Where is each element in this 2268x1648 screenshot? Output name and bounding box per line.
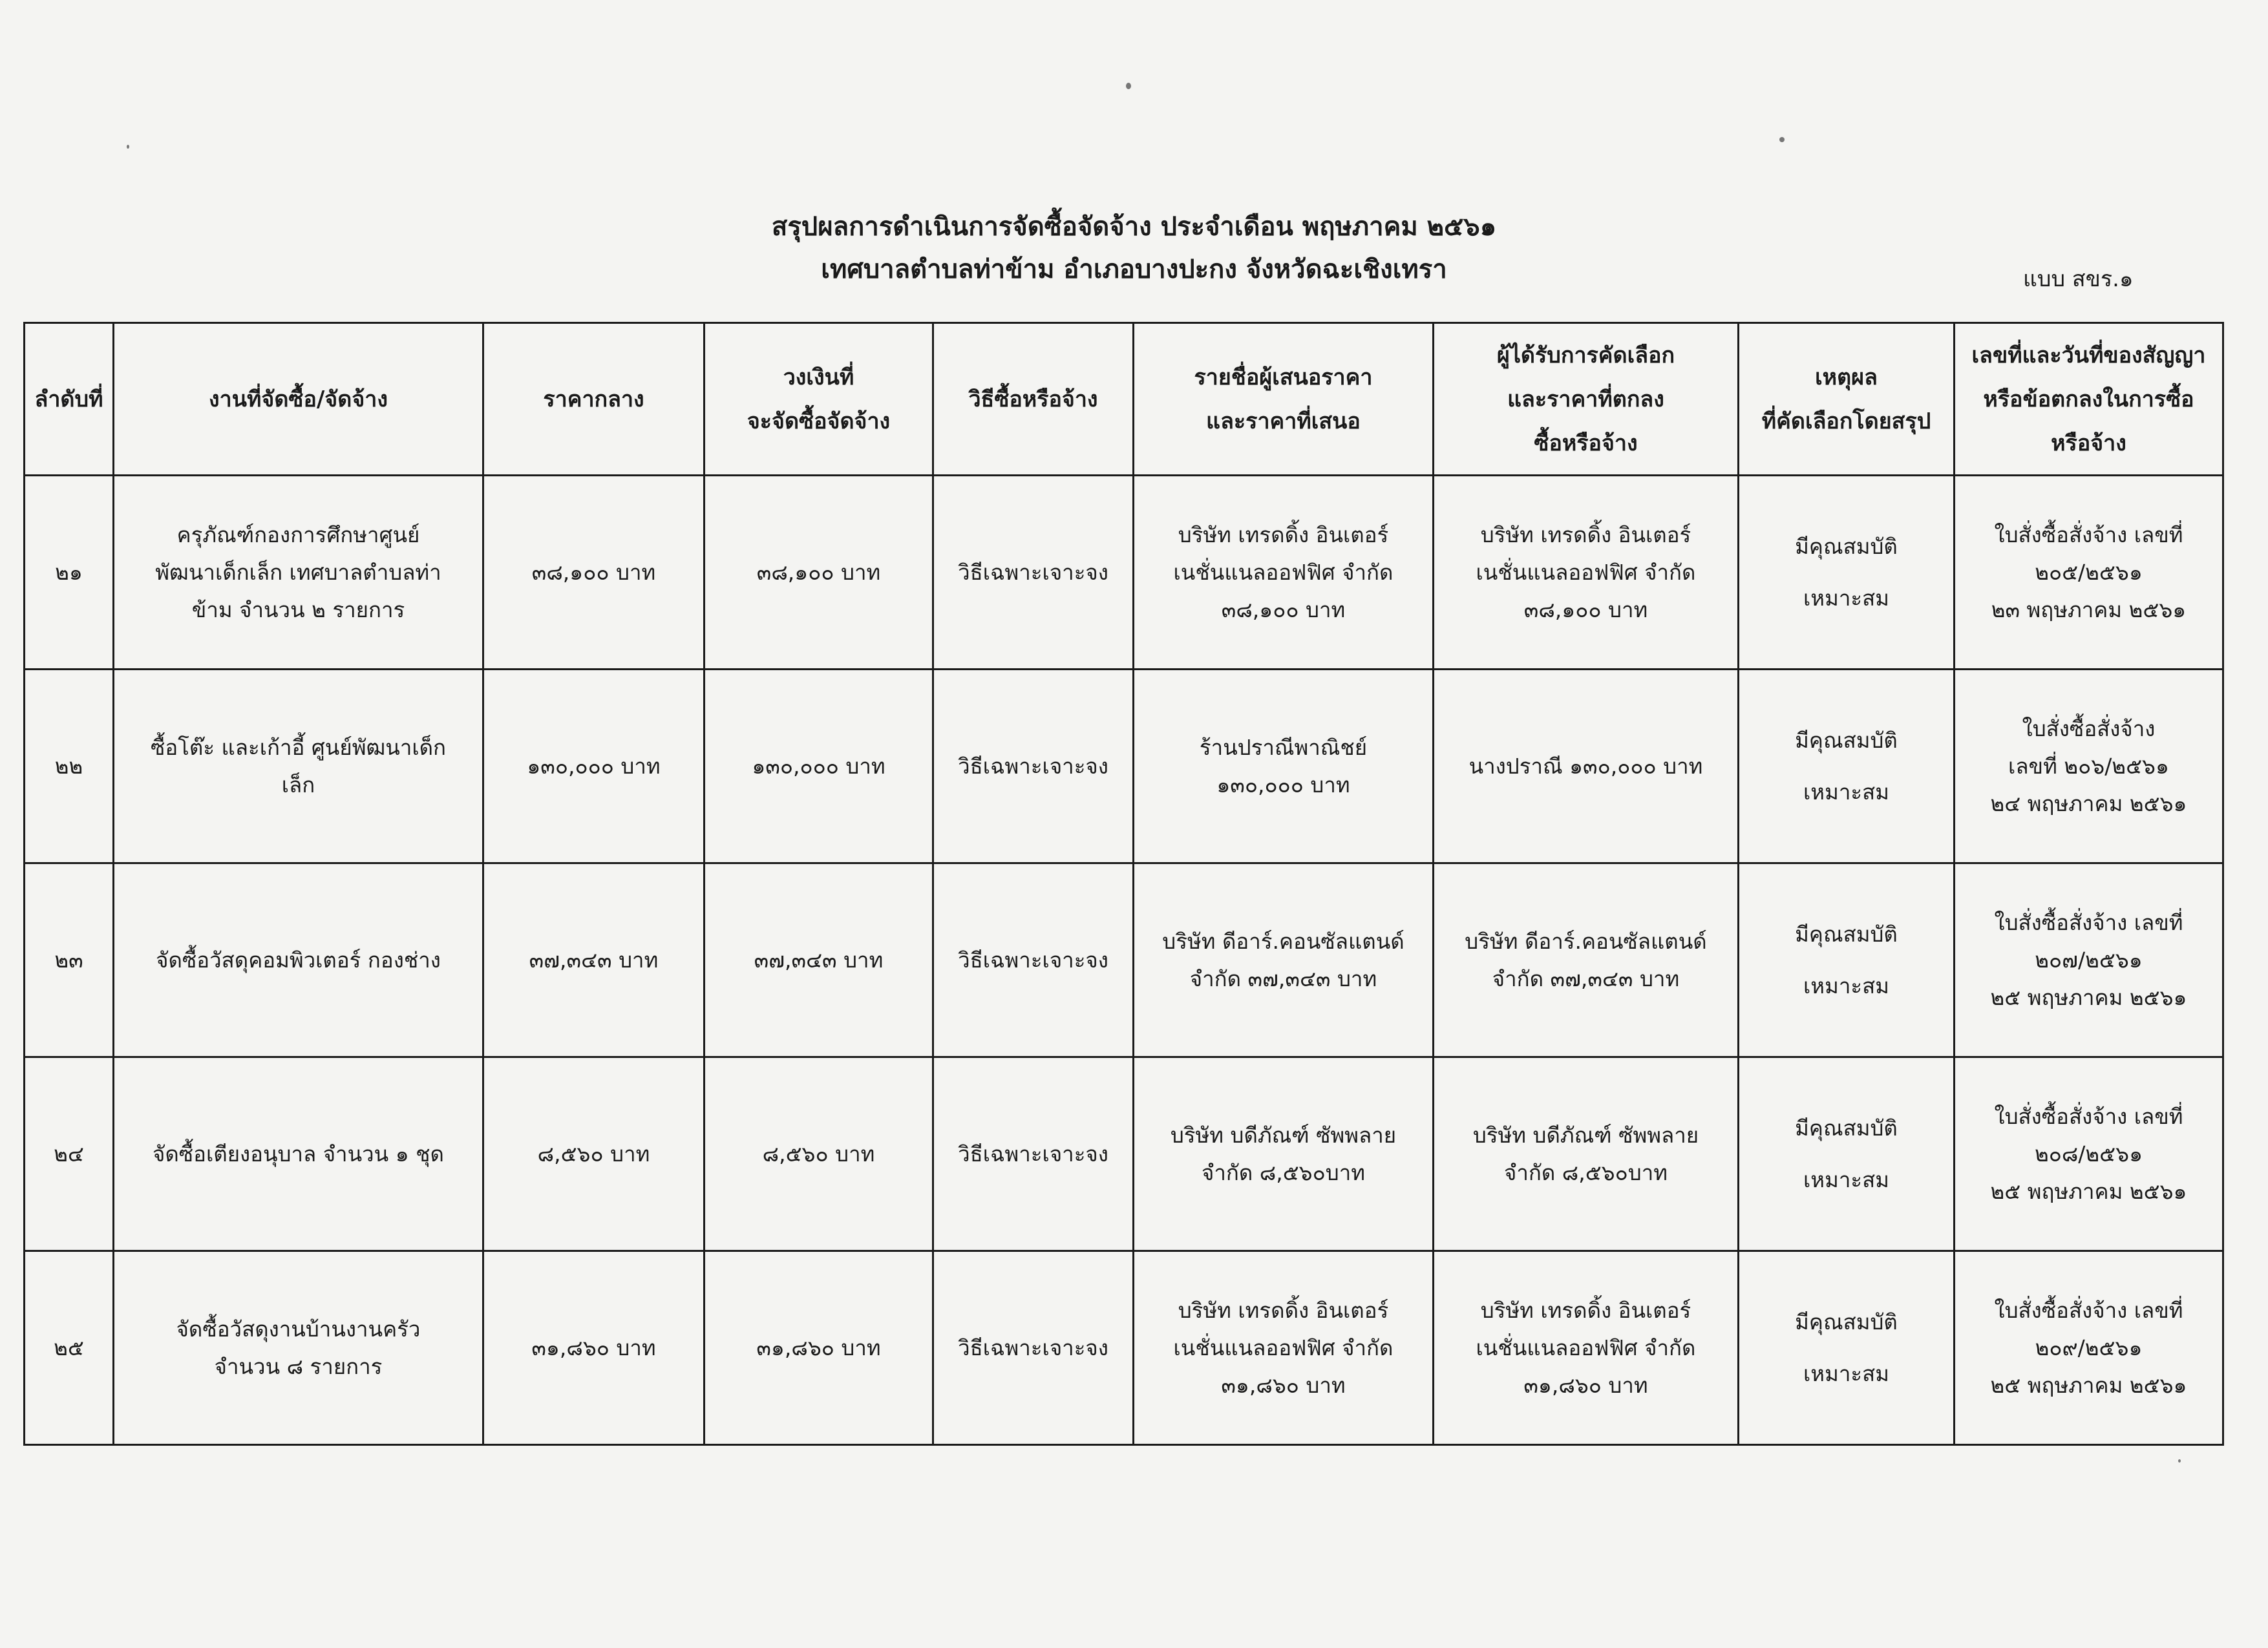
reason-cell: [1739, 863, 1955, 1057]
cell-line: ๒๐๙/๒๕๖๑: [2035, 1335, 2143, 1360]
method-cell: วิธีเฉพาะเจาะจง: [933, 670, 1134, 863]
selected-vendor-cell: [1434, 863, 1739, 1057]
bidders-cell: [1134, 863, 1434, 1057]
cell-line: เหมาะสม: [1803, 779, 1889, 805]
work-item-cell: [114, 670, 483, 863]
budget-cell: ๓๗,๓๔๓ บาท: [705, 863, 933, 1057]
cell-line: ๒๓ พฤษภาคม ๒๕๖๑: [1991, 597, 2187, 622]
cell-line: ๒๐๕/๒๕๖๑: [2035, 559, 2143, 585]
selected-vendor-cell: [1434, 476, 1739, 670]
column-header-line: เลขที่และวันที่ของสัญญา: [1971, 342, 2206, 368]
cell-line: บริษัท เทรดดิ้ง อินเตอร์: [1178, 1297, 1389, 1323]
budget-cell: ๓๘,๑๐๐ บาท: [705, 476, 933, 670]
column-header-line: งานที่จัดซื้อ/จัดจ้าง: [209, 386, 388, 412]
scan-speck: [127, 145, 129, 149]
cell-line: บริษัท บดีภัณฑ์ ซัพพลาย: [1170, 1122, 1397, 1148]
median-price-cell: ๓๑,๘๖๐ บาท: [483, 1251, 705, 1445]
cell-line: จำกัด ๓๗,๓๔๓ บาท: [1492, 966, 1680, 991]
cell-line: มีคุณสมบัติ: [1795, 1309, 1898, 1335]
table-row: [25, 1251, 2223, 1445]
column-header-bidders: [1134, 323, 1434, 476]
method-cell: วิธีเฉพาะเจาะจง: [933, 1251, 1134, 1445]
median-price-cell: ๘,๕๖๐ บาท: [483, 1057, 705, 1251]
work-item-cell: [114, 476, 483, 670]
cell-line: มีคุณสมบัติ: [1795, 1115, 1898, 1141]
cell-line: จัดซื้อวัสดุคอมพิวเตอร์ กองช่าง: [156, 947, 441, 973]
cell-line: ๒๐๘/๒๕๖๑: [2034, 1141, 2143, 1167]
column-header-line: ลำดับที่: [34, 386, 103, 412]
budget-cell: ๑๓๐,๐๐๐ บาท: [705, 670, 933, 863]
bidders-cell: [1134, 1057, 1434, 1251]
column-header-line: หรือข้อตกลงในการซื้อ: [1983, 386, 2194, 412]
cell-line: บริษัท ดีอาร์.คอนซัลแตนด์: [1162, 928, 1404, 954]
column-header-line: จะจัดซื้อจัดจ้าง: [747, 408, 891, 434]
cell-line: จำกัด ๘,๕๖๐บาท: [1503, 1159, 1668, 1185]
column-header-work-item: [114, 323, 483, 476]
cell-line: ๒๔ พฤษภาคม ๒๕๖๑: [1990, 790, 2187, 816]
column-header-line: ที่คัดเลือกโดยสรุป: [1761, 408, 1931, 434]
form-code: แบบ สขร.๑: [2023, 266, 2134, 292]
cell-line: เนชั่นแนลออฟฟิศ จำกัด: [1476, 1335, 1696, 1360]
column-header-reason: [1739, 323, 1955, 476]
column-header-median-price: [483, 323, 705, 476]
work-item-cell: [114, 1251, 483, 1445]
reason-cell: [1739, 1057, 1955, 1251]
cell-line: เนชั่นแนลออฟฟิศ จำกัด: [1173, 1335, 1394, 1360]
column-header-line: หรือจ้าง: [2051, 430, 2126, 456]
selected-vendor-cell: [1434, 1057, 1739, 1251]
work-item-cell: [114, 1057, 483, 1251]
method-cell: วิธีเฉพาะเจาะจง: [933, 863, 1134, 1057]
sequence-cell: ๒๑: [25, 476, 114, 670]
cell-line: ข้าม จำนวน ๒ รายการ: [191, 597, 405, 622]
cell-line: จำกัด ๘,๕๖๐บาท: [1201, 1159, 1365, 1185]
cell-line: บริษัท บดีภัณฑ์ ซัพพลาย: [1472, 1122, 1699, 1148]
scan-speck: [1126, 83, 1131, 89]
bidders-cell: [1134, 670, 1434, 863]
cell-line: เหมาะสม: [1803, 585, 1889, 611]
cell-line: ๒๕ พฤษภาคม ๒๕๖๑: [1990, 1178, 2187, 1204]
cell-line: จำนวน ๘ รายการ: [214, 1353, 383, 1379]
cell-line: ครุภัณฑ์กองการศึกษาศูนย์: [176, 522, 420, 547]
cell-line: จัดซื้อวัสดุงานบ้านงานครัว: [176, 1316, 421, 1342]
budget-cell: ๓๑,๘๖๐ บาท: [705, 1251, 933, 1445]
cell-line: ๓๑,๘๖๐ บาท: [1523, 1372, 1648, 1398]
selected-vendor-cell: [1434, 1251, 1739, 1445]
column-header-contract: [1955, 323, 2223, 476]
cell-line: ใบสั่งซื้อสั่งจ้าง เลขที่: [1994, 522, 2183, 547]
cell-line: มีคุณสมบัติ: [1795, 727, 1898, 753]
method-cell: วิธีเฉพาะเจาะจง: [933, 476, 1134, 670]
contract-cell: [1955, 863, 2223, 1057]
median-price-cell: ๓๗,๓๔๓ บาท: [483, 863, 705, 1057]
median-price-cell: ๑๓๐,๐๐๐ บาท: [483, 670, 705, 863]
table-row: [25, 863, 2223, 1057]
cell-line: เนชั่นแนลออฟฟิศ จำกัด: [1476, 559, 1696, 585]
cell-line: มีคุณสมบัติ: [1795, 921, 1898, 947]
cell-line: เหมาะสม: [1803, 1167, 1889, 1192]
column-header-line: ราคากลาง: [543, 386, 644, 412]
cell-line: ใบสั่งซื้อสั่งจ้าง: [2022, 715, 2156, 741]
reason-cell: [1739, 476, 1955, 670]
cell-line: จัดซื้อเตียงอนุบาล จำนวน ๑ ชุด: [153, 1141, 444, 1167]
document-title: [0, 206, 2268, 291]
header-row: [25, 323, 2223, 476]
scan-speck: [2178, 1459, 2181, 1463]
cell-line: ใบสั่งซื้อสั่งจ้าง เลขที่: [1994, 1103, 2183, 1129]
sequence-cell: ๒๒: [25, 670, 114, 863]
cell-line: ๓๑,๘๖๐ บาท: [1221, 1372, 1346, 1398]
cell-line: บริษัท เทรดดิ้ง อินเตอร์: [1480, 522, 1691, 547]
column-header-line: วิธีซื้อหรือจ้าง: [968, 386, 1098, 412]
contract-cell: [1955, 1251, 2223, 1445]
column-header-line: ซื้อหรือจ้าง: [1534, 430, 1638, 456]
cell-line: ๓๘,๑๐๐ บาท: [1523, 597, 1648, 622]
title-line-2: เทศบาลตำบลท่าข้าม อำเภอบางปะกง จังหวัดฉะเชิงเทรา: [821, 255, 1447, 284]
contract-cell: [1955, 476, 2223, 670]
cell-line: เลขที่ ๒๐๖/๒๕๖๑: [2008, 753, 2169, 779]
contract-cell: [1955, 1057, 2223, 1251]
column-header-line: รายชื่อผู้เสนอราคา: [1194, 364, 1373, 390]
cell-line: เหมาะสม: [1803, 973, 1889, 998]
cell-line: ๓๘,๑๐๐ บาท: [1221, 597, 1346, 622]
column-header-line: เหตุผล: [1815, 364, 1878, 390]
cell-line: เล็ก: [281, 772, 315, 798]
sequence-cell: ๒๓: [25, 863, 114, 1057]
title-line-1: สรุปผลการดำเนินการจัดซื้อจัดจ้าง ประจำเดือน พฤษภาคม ๒๕๖๑: [771, 212, 1497, 242]
cell-line: เหมาะสม: [1803, 1360, 1889, 1386]
cell-line: มีคุณสมบัติ: [1795, 533, 1898, 559]
column-header-line: และราคาที่ตกลง: [1507, 386, 1664, 412]
column-header-sequence: [25, 323, 114, 476]
column-header-budget: [705, 323, 933, 476]
cell-line: นางปราณี ๑๓๐,๐๐๐ บาท: [1468, 753, 1703, 779]
cell-line: ซื้อโต๊ะ และเก้าอี้ ศูนย์พัฒนาเด็ก: [150, 734, 447, 760]
table-row: [25, 476, 2223, 670]
column-header-line: วงเงินที่: [783, 364, 854, 390]
cell-line: พัฒนาเด็กเล็ก เทศบาลตำบลท่า: [155, 559, 441, 585]
reason-cell: [1739, 670, 1955, 863]
cell-line: ใบสั่งซื้อสั่งจ้าง เลขที่: [1994, 909, 2183, 935]
cell-line: บริษัท เทรดดิ้ง อินเตอร์: [1178, 522, 1389, 547]
cell-line: บริษัท เทรดดิ้ง อินเตอร์: [1480, 1297, 1691, 1323]
cell-line: ๒๕ พฤษภาคม ๒๕๖๑: [1990, 1372, 2187, 1398]
method-cell: วิธีเฉพาะเจาะจง: [933, 1057, 1134, 1251]
scan-speck: [1779, 137, 1785, 142]
work-item-cell: [114, 863, 483, 1057]
sequence-cell: ๒๕: [25, 1251, 114, 1445]
cell-line: ๒๐๗/๒๕๖๑: [2035, 947, 2143, 973]
median-price-cell: ๓๘,๑๐๐ บาท: [483, 476, 705, 670]
bidders-cell: [1134, 1251, 1434, 1445]
procurement-summary-table: [23, 322, 2224, 1446]
cell-line: ร้านปราณีพาณิชย์: [1199, 734, 1368, 760]
sequence-cell: ๒๔: [25, 1057, 114, 1251]
cell-line: ใบสั่งซื้อสั่งจ้าง เลขที่: [1994, 1297, 2183, 1323]
reason-cell: [1739, 1251, 1955, 1445]
cell-line: ๑๓๐,๐๐๐ บาท: [1216, 772, 1350, 798]
column-header-line: และราคาที่เสนอ: [1206, 408, 1361, 434]
bidders-cell: [1134, 476, 1434, 670]
table-row: [25, 670, 2223, 863]
cell-line: บริษัท ดีอาร์.คอนซัลแตนด์: [1465, 928, 1707, 954]
cell-line: ๒๕ พฤษภาคม ๒๕๖๑: [1990, 984, 2187, 1010]
table-row: [25, 1057, 2223, 1251]
column-header-selected-vendor: [1434, 323, 1739, 476]
cell-line: เนชั่นแนลออฟฟิศ จำกัด: [1173, 559, 1394, 585]
column-header-method: [933, 323, 1134, 476]
cell-line: จำกัด ๓๗,๓๔๓ บาท: [1189, 966, 1377, 991]
contract-cell: [1955, 670, 2223, 863]
budget-cell: ๘,๕๖๐ บาท: [705, 1057, 933, 1251]
column-header-line: ผู้ได้รับการคัดเลือก: [1496, 342, 1675, 368]
selected-vendor-cell: [1434, 670, 1739, 863]
table-body: [25, 476, 2223, 1445]
